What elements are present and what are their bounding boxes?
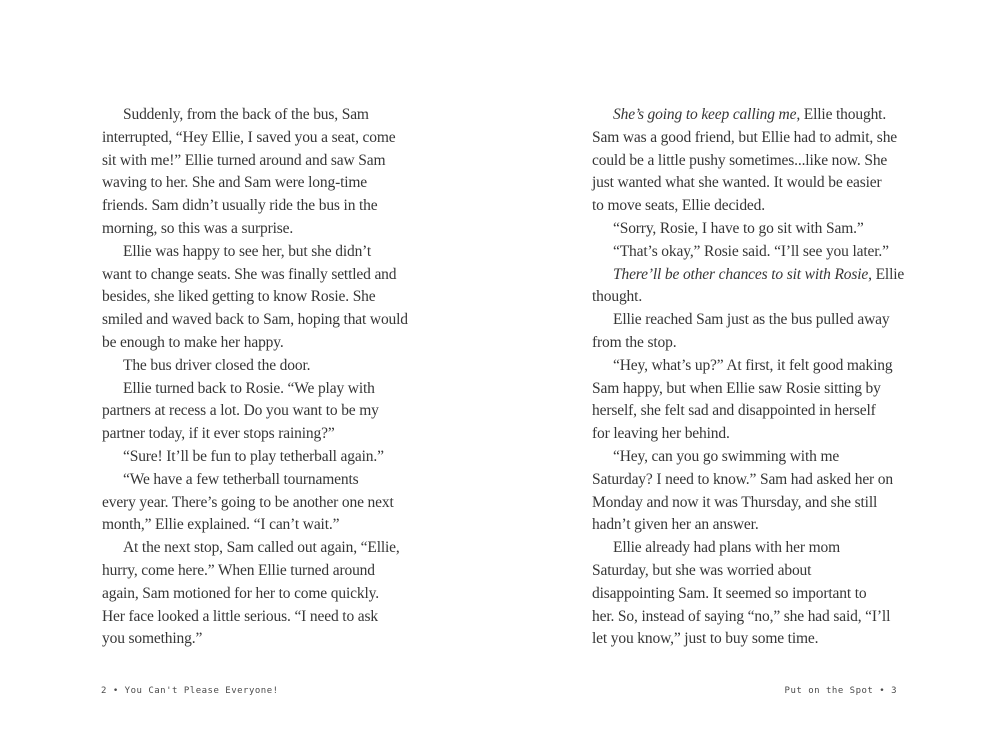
page-left-text bbox=[102, 104, 462, 651]
body-text: you something.” bbox=[102, 630, 203, 648]
text-line bbox=[102, 537, 462, 560]
body-text: disappointing Sam. It seemed so important to bbox=[592, 584, 867, 602]
text-line bbox=[592, 150, 952, 173]
italic-text: She’s going to keep calling me, bbox=[613, 106, 801, 123]
body-text: morning, so this was a surprise. bbox=[102, 219, 294, 237]
text-line bbox=[102, 286, 462, 309]
body-text: “Hey, can you go swimming with me bbox=[613, 447, 840, 465]
body-text: The bus driver closed the door. bbox=[123, 356, 311, 374]
text-line bbox=[102, 104, 462, 127]
italic-text: There’ll be other chances to sit with Rosie, bbox=[613, 265, 872, 283]
text-line bbox=[592, 628, 952, 651]
text-line bbox=[592, 127, 952, 150]
body-text: Ellie was happy to see her, but she didn’t bbox=[123, 242, 372, 260]
body-text: every year. There’s going to be another one next bbox=[102, 493, 394, 511]
body-text: Saturday? I need to know.” Sam had asked her on bbox=[592, 470, 893, 488]
body-text: partners at recess a lot. Do you want to be my bbox=[102, 402, 379, 420]
text-line bbox=[102, 400, 462, 423]
body-text: Ellie thought. bbox=[800, 106, 887, 123]
text-line bbox=[102, 514, 462, 537]
text-line bbox=[102, 241, 462, 264]
text-line bbox=[102, 127, 462, 150]
body-text: Suddenly, from the back of the bus, Sam bbox=[123, 106, 369, 123]
body-text: from the stop. bbox=[592, 333, 677, 351]
body-text: Sam happy, but when Ellie saw Rosie sitting by bbox=[592, 379, 881, 397]
text-line bbox=[592, 378, 952, 401]
text-line bbox=[592, 104, 952, 127]
text-line bbox=[592, 514, 952, 537]
body-text: waving to her. She and Sam were long-time bbox=[102, 174, 368, 192]
body-text: partner today, if it ever stops raining?” bbox=[102, 425, 335, 443]
text-line bbox=[592, 264, 952, 287]
body-text: At the next stop, Sam called out again, “Ellie, bbox=[123, 539, 400, 557]
text-line bbox=[592, 606, 952, 629]
text-line bbox=[102, 195, 462, 218]
body-text: let you know,” just to buy some time. bbox=[592, 630, 819, 648]
body-text: Monday and now it was Thursday, and she still bbox=[592, 493, 878, 511]
body-text: just wanted what she wanted. It would be easier bbox=[592, 174, 882, 192]
text-line bbox=[102, 264, 462, 287]
body-text: besides, she liked getting to know Rosie. She bbox=[102, 288, 376, 306]
text-line bbox=[102, 378, 462, 401]
text-line bbox=[102, 309, 462, 332]
body-text: Saturday, but she was worried about bbox=[592, 561, 812, 579]
text-line bbox=[102, 583, 462, 606]
body-text: sit with me!” Ellie turned around and saw Sam bbox=[102, 151, 386, 169]
text-line bbox=[102, 606, 462, 629]
text-line bbox=[592, 355, 952, 378]
text-line bbox=[592, 446, 952, 469]
text-line bbox=[592, 423, 952, 446]
text-line bbox=[102, 446, 462, 469]
text-line bbox=[592, 332, 952, 355]
text-line bbox=[102, 423, 462, 446]
text-line bbox=[592, 469, 952, 492]
text-line bbox=[592, 537, 952, 560]
text-line bbox=[102, 150, 462, 173]
page-right-text bbox=[592, 104, 952, 651]
body-text: smiled and waved back to Sam, hoping that would bbox=[102, 311, 408, 329]
body-text: hurry, come here.” When Ellie turned around bbox=[102, 561, 375, 579]
body-text: interrupted, “Hey Ellie, I saved you a seat, come bbox=[102, 128, 396, 146]
body-text: Ellie bbox=[871, 265, 905, 283]
body-text: Her face looked a little serious. “I need to ask bbox=[102, 607, 378, 625]
body-text: Sam was a good friend, but Ellie had to admit, she bbox=[592, 128, 898, 146]
body-text: her. So, instead of saying “no,” she had said, “I’ll bbox=[592, 607, 891, 625]
text-line bbox=[102, 172, 462, 195]
text-line bbox=[102, 560, 462, 583]
body-text: “We have a few tetherball tournaments bbox=[123, 470, 359, 488]
body-text: “Sure! It’ll be fun to play tetherball again.” bbox=[123, 447, 384, 465]
body-text: Ellie already had plans with her mom bbox=[613, 539, 841, 557]
text-line bbox=[592, 286, 952, 309]
body-text: again, Sam motioned for her to come quickly. bbox=[102, 584, 379, 602]
body-text: “Sorry, Rosie, I have to go sit with Sam.” bbox=[613, 219, 864, 237]
body-text: “That’s okay,” Rosie said. “I’ll see you later.” bbox=[613, 242, 889, 260]
text-line bbox=[592, 218, 952, 241]
body-text: Ellie reached Sam just as the bus pulled away bbox=[613, 311, 890, 329]
body-text: could be a little pushy sometimes...like now. She bbox=[592, 151, 888, 169]
body-text: want to change seats. She was finally settled and bbox=[102, 265, 397, 283]
text-line bbox=[592, 172, 952, 195]
text-line bbox=[592, 400, 952, 423]
page-footer-right: Put on the Spot • 3 bbox=[784, 686, 897, 696]
text-line bbox=[592, 241, 952, 264]
text-line bbox=[102, 332, 462, 355]
text-line bbox=[592, 560, 952, 583]
body-text: friends. Sam didn’t usually ride the bus in the bbox=[102, 197, 378, 215]
body-text: for leaving her behind. bbox=[592, 425, 730, 443]
text-line bbox=[102, 218, 462, 241]
body-text: thought. bbox=[592, 288, 643, 306]
body-text: hadn’t given her an answer. bbox=[592, 516, 759, 534]
body-text: herself, she felt sad and disappointed in herself bbox=[592, 402, 876, 420]
text-line bbox=[592, 309, 952, 332]
text-line bbox=[592, 492, 952, 515]
text-line bbox=[102, 469, 462, 492]
body-text: be enough to make her happy. bbox=[102, 333, 284, 351]
text-line bbox=[102, 492, 462, 515]
page-footer-left: 2 • You Can't Please Everyone! bbox=[101, 686, 279, 696]
body-text: to move seats, Ellie decided. bbox=[592, 197, 765, 215]
text-line bbox=[592, 195, 952, 218]
text-line bbox=[102, 355, 462, 378]
text-line bbox=[592, 583, 952, 606]
body-text: “Hey, what’s up?” At first, it felt good making bbox=[613, 356, 893, 374]
text-line bbox=[102, 628, 462, 651]
body-text: month,” Ellie explained. “I can’t wait.” bbox=[102, 516, 340, 534]
body-text: Ellie turned back to Rosie. “We play with bbox=[123, 379, 375, 397]
